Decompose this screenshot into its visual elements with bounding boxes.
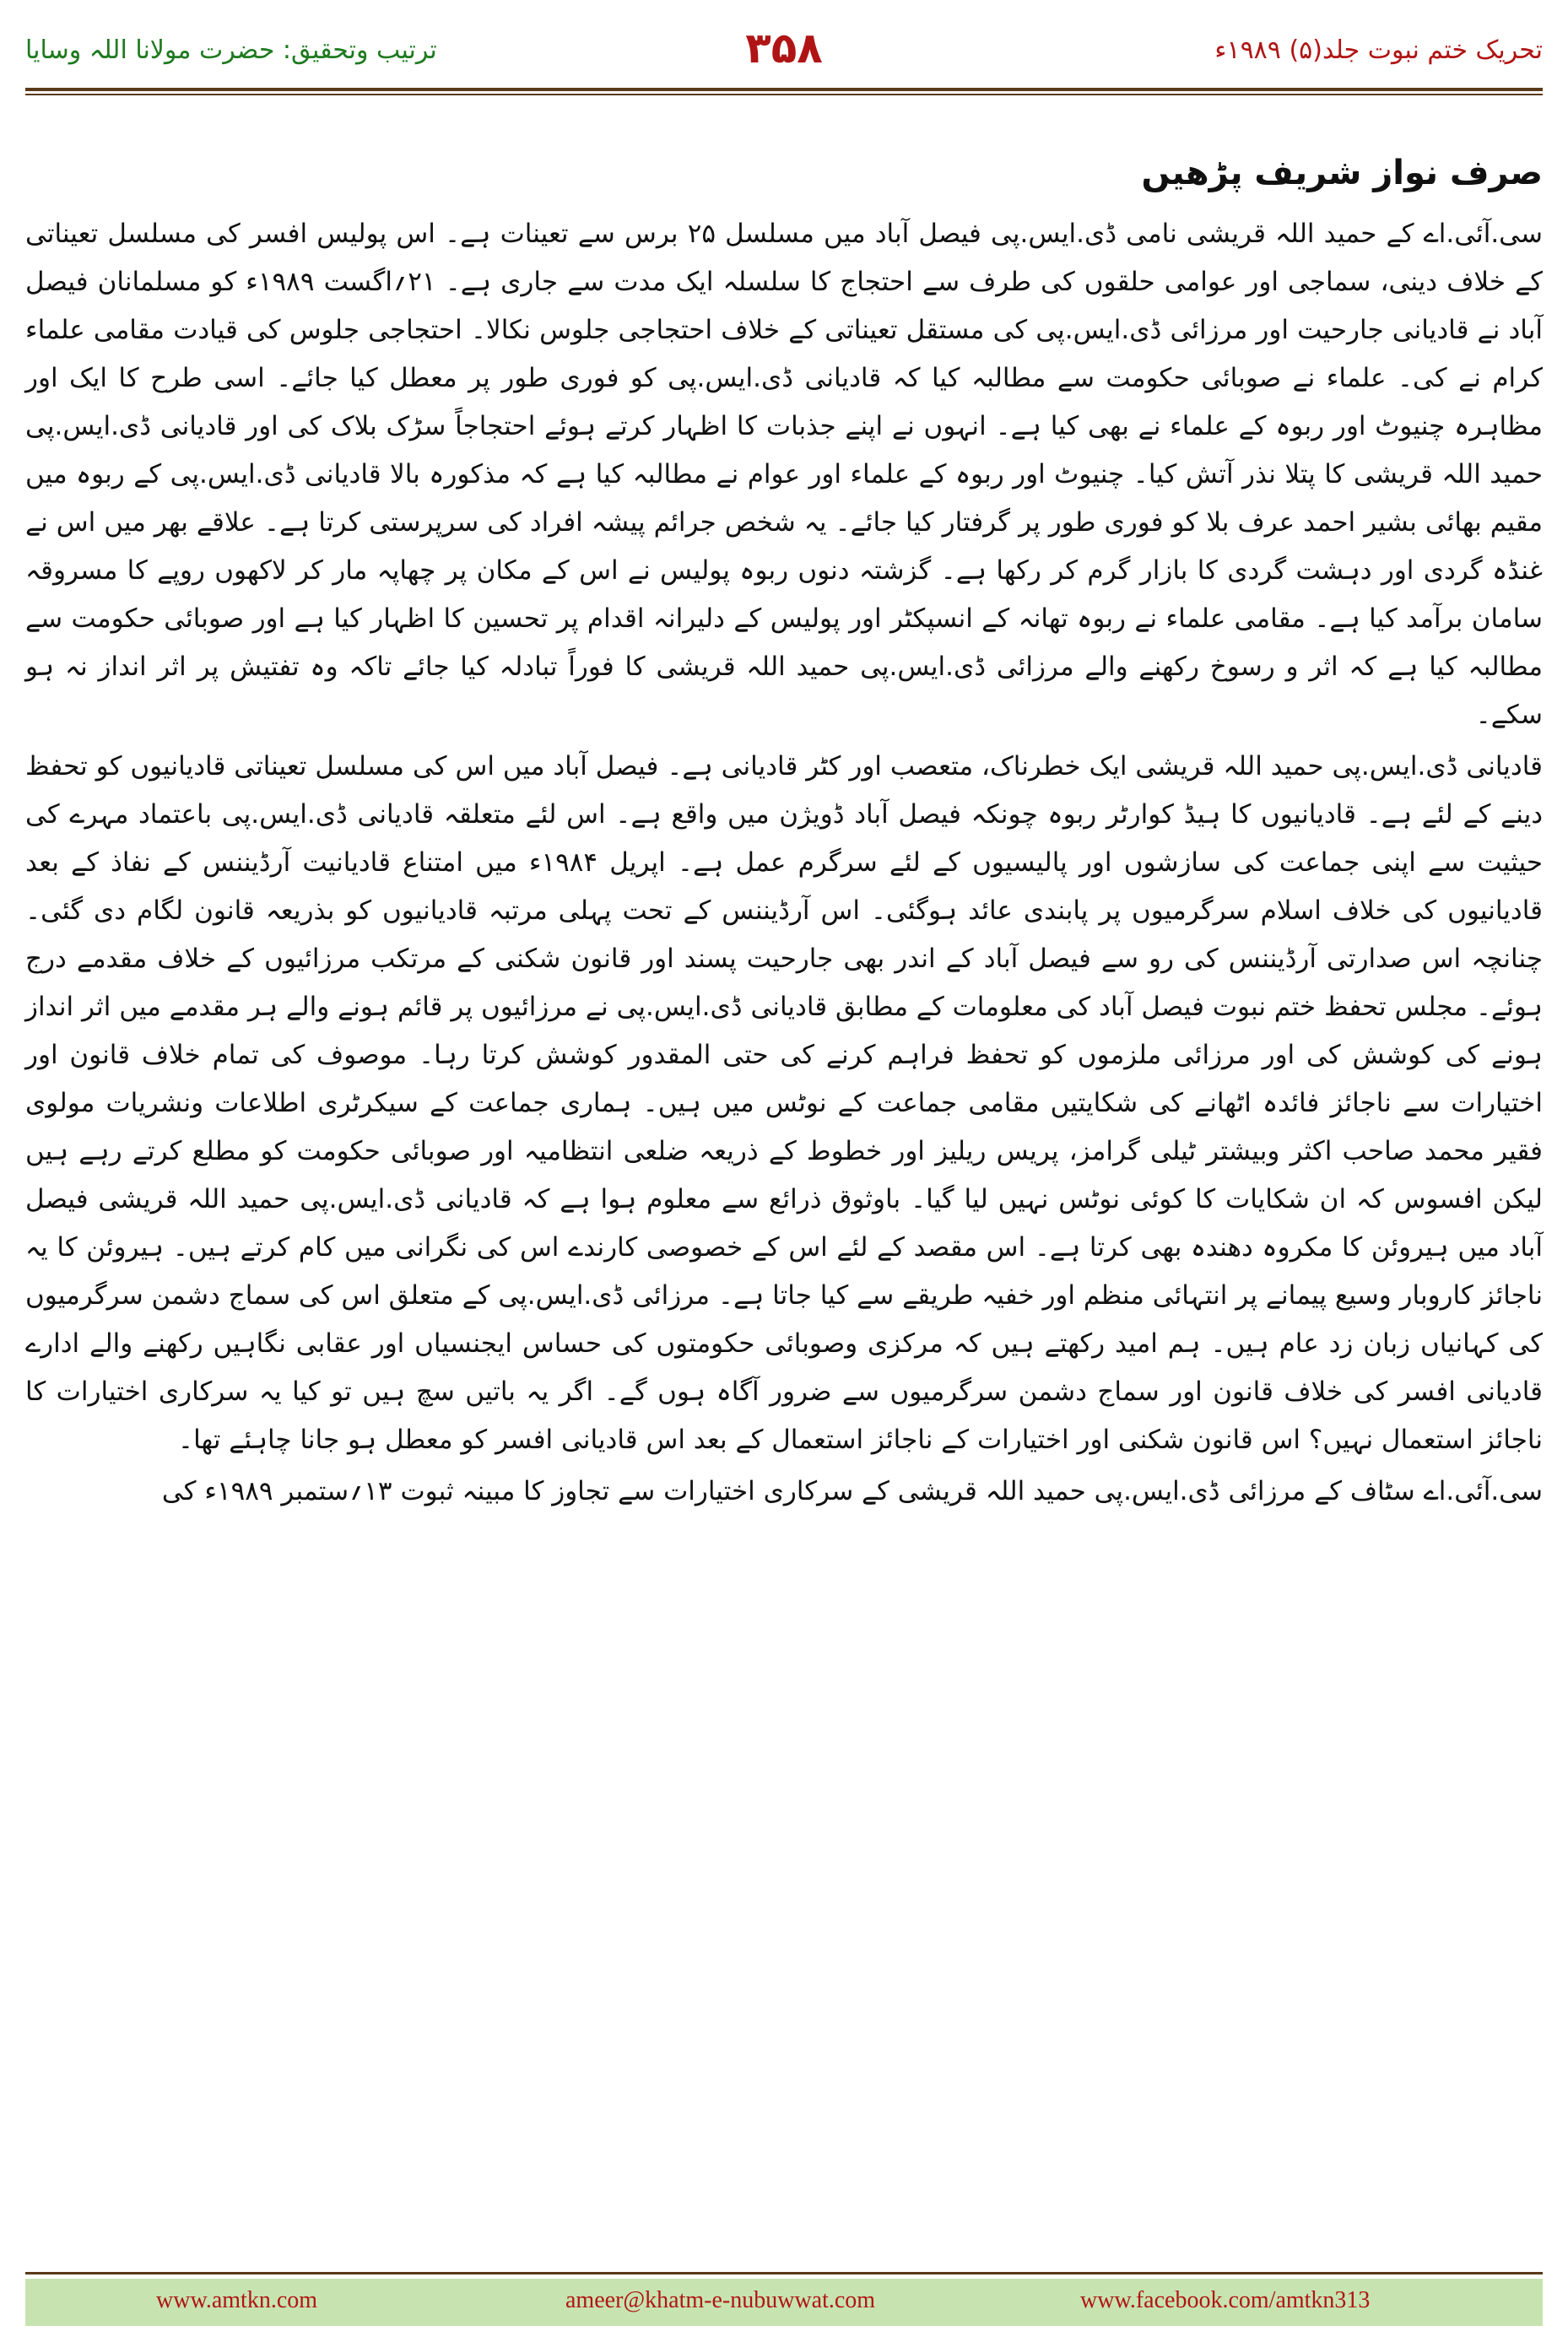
footer-email-link[interactable]: ameer@khatm-e-nubuwwat.com — [565, 2287, 876, 2313]
header-divider — [25, 88, 1543, 91]
page-number: ۳۵۸ — [745, 24, 823, 73]
header-book-title: تحریک ختم نبوت جلد(۵) ۱۹۸۹ء — [1214, 35, 1543, 65]
footer-divider — [25, 2272, 1543, 2274]
footer-facebook-link[interactable]: www.facebook.com/amtkn313 — [1080, 2287, 1371, 2313]
article-body — [25, 148, 1543, 1516]
header-compiler-credit: ترتیب وتحقیق: حضرت مولانا اللہ وسایا — [25, 35, 437, 65]
paragraph-2: قادیانی ڈی.ایس.پی حمید اللہ قریشی ایک خطرناک، متعصب اور کٹر قادیانی ہے۔ فیصل آباد میں اس کی مسلسل تعیناتی قادیانیوں کو تحفظ دینے کے لئے ہے۔ قادیانیوں کا ہیڈ کوارٹر ربوہ چونکہ فیصل آباد ڈویژن میں واقع ہے۔ اس لئے متعلقہ قادیانی ڈی.ایس.پی باعتماد مہرے کی حیثیت سے اپنی جماعت کی سازشوں اور پالیسیوں کے لئے سرگرم عمل ہے۔ اپریل ۱۹۸۴ء میں امتناع قادیانیت آرڈیننس کے نفاذ کے بعد قادیانیوں کی خلاف اسلام سرگرمیوں پر پابندی عائد ہوگئی۔ اس آرڈیننس کے تحت پہلی مرتبہ قادیانیوں کو بذریعہ قانون لگام دی گئی۔ چنانچہ اس صدارتی آرڈیننس کی رو سے فیصل آباد کے اندر بھی جارحیت پسند اور قانون شکنی کے مرتکب مرزائیوں کے خلاف مقدمے درج ہوئے۔ مجلس تحفظ ختم نبوت فیصل آباد کی معلومات کے مطابق قادیانی ڈی.ایس.پی نے مرزائیوں پر قائم ہونے والے ہر مقدمے میں اثر انداز ہونے کی کوشش کی اور مرزائی ملزموں کو تحفظ فراہم کرنے کی حتی المقدور کوشش کرتا رہا۔ موصوف کی تمام خلاف قانون اور اختیارات سے ناجائز فائدہ اٹھانے کی شکایتیں مقامی جماعت کے نوٹس میں ہیں۔ ہماری جماعت کے سیکرٹری اطلاعات ونشریات مولوی فقیر محمد صاحب اکثر وبیشتر ٹیلی گرامز، پریس ریلیز اور خطوط کے ذریعہ ضلعی انتظامیہ اور صوبائی حکومت کو مطلع کرتے رہے ہیں لیکن افسوس کہ ان شکایات کا کوئی نوٹس نہیں لیا گیا۔ باوثوق ذرائع سے معلوم ہوا ہے کہ قادیانی ڈی.ایس.پی حمید اللہ قریشی فیصل آباد میں ہیروئن کا مکروہ دھندہ بھی کرتا ہے۔ اس مقصد کے لئے اس کے خصوصی کارندے اس کی نگرانی میں کام کرتے ہیں۔ ہیروئن کا یہ ناجائز کاروبار وسیع پیمانے پر انتہائی منظم اور خفیہ طریقے سے کیا جاتا ہے۔ مرزائی ڈی.ایس.پی کے متعلق اس کی سماج دشمن سرگرمیوں کی کہانیاں زبان زد عام ہیں۔ ہم امید رکھتے ہیں کہ مرکزی وصوبائی حکومتوں کی حساس ایجنسیاں اور عقابی نگاہیں رکھنے والے ادارے قادیانی افسر کی خلاف قانون اور سماج دشمن سرگرمیوں سے ضرور آگاہ ہوں گے۔ اگر یہ باتیں سچ ہیں تو کیا یہ سرکاری اختیارات کا ناجائز استعمال نہیں؟ اس قانون شکنی اور اختیارات کے ناجائز استعمال کے بعد اس قادیانی افسر کو معطل ہو جانا چاہئے تھا۔ — [25, 751, 1543, 1455]
paragraph-1: سی.آئی.اے کے حمید اللہ قریشی نامی ڈی.ایس.پی فیصل آباد میں مسلسل ۲۵ برس سے تعینات ہے۔ اس پولیس افسر کی مسلسل تعیناتی کے خلاف دینی، سماجی اور عوامی حلقوں کی طرف سے احتجاج کا سلسلہ ایک مدت سے جاری ہے۔ ۲۱؍اگست ۱۹۸۹ء کو مسلمانان فیصل آباد نے قادیانی جارحیت اور مرزائی ڈی.ایس.پی کی مستقل تعیناتی کے خلاف احتجاجی جلوس نکالا۔ احتجاجی جلوس کی قیادت مقامی علماء کرام نے کی۔ علماء نے صوبائی حکومت سے مطالبہ کیا کہ قادیانی ڈی.ایس.پی کو فوری طور پر معطل کیا جائے۔ اسی طرح کا ایک اور مظاہرہ چنیوٹ اور ربوہ کے علماء نے بھی کیا ہے۔ انہوں نے اپنے جذبات کا اظہار کرتے ہوئے احتجاجاً سڑک بلاک کی اور قادیانی ڈی.ایس.پی حمید اللہ قریشی کا پتلا نذر آتش کیا۔ چنیوٹ اور ربوہ کے علماء اور عوام نے مطالبہ کیا ہے کہ مذکورہ بالا قادیانی ڈی.ایس.پی کے ربوہ میں مقیم بھائی بشیر احمد عرف بلا کو فوری طور پر گرفتار کیا جائے۔ یہ شخص جرائم پیشہ افراد کی سرپرستی کرتا ہے۔ علاقے بھر میں اس نے غنڈہ گردی اور دہشت گردی کا بازار گرم کر رکھا ہے۔ گزشتہ دنوں ربوہ پولیس نے اس کے مکان پر چھاپہ مار کر لاکھوں روپے کا مسروقہ سامان برآمد کیا ہے۔ مقامی علماء نے ربوہ تھانہ کے انسپکٹر اور پولیس کے دلیرانہ اقدام پر تحسین کا اظہار کیا ہے اور صوبائی حکومت سے مطالبہ کیا ہے کہ اثر و رسوخ رکھنے والے مرزائی ڈی.ایس.پی حمید اللہ قریشی کا فوراً تبادلہ کیا جائے تاکہ وہ تفتیش پر اثر انداز نہ ہو سکے۔ — [25, 219, 1543, 730]
paragraph-3: سی.آئی.اے سٹاف کے مرزائی ڈی.ایس.پی حمید اللہ قریشی کے سرکاری اختیارات سے تجاوز کا مبینہ ثبوت ۱۳؍ستمبر ۱۹۸۹ء کی — [161, 1476, 1543, 1506]
footer-website-link[interactable]: www.amtkn.com — [156, 2287, 318, 2313]
header-divider-thin — [25, 94, 1543, 95]
page-footer — [25, 2279, 1543, 2326]
page-header — [25, 24, 1543, 83]
article-heading: صرف نواز شریف پڑھیں — [1141, 154, 1543, 192]
